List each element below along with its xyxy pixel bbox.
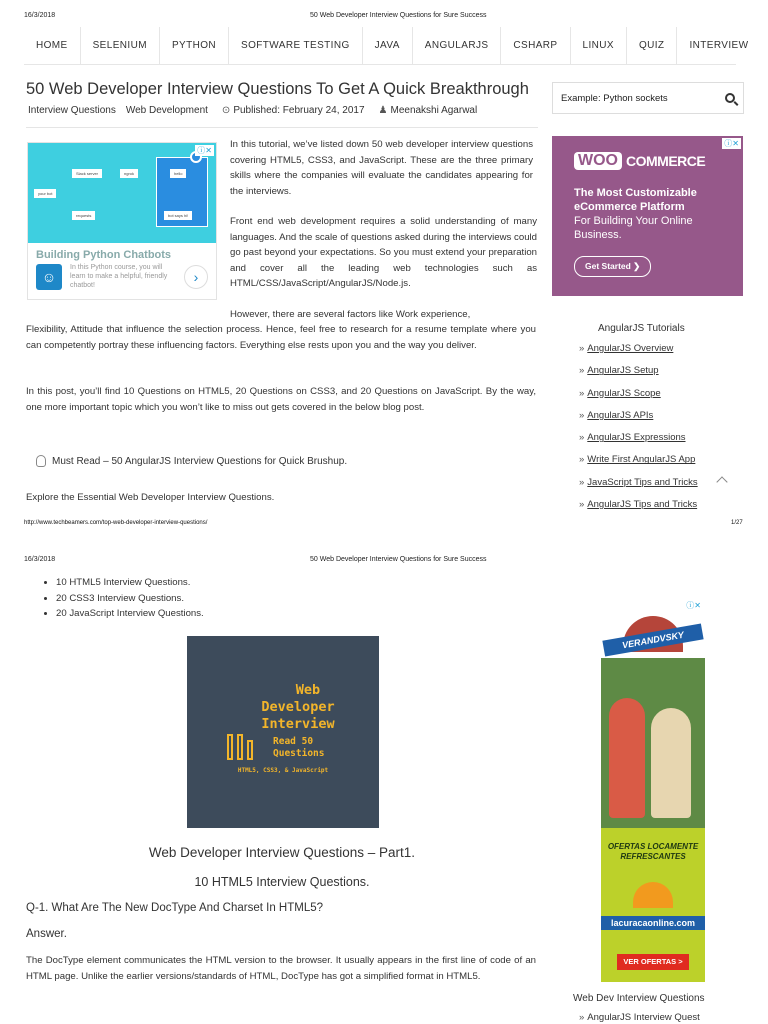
answer-label: Answer.	[26, 928, 67, 940]
cover-text: Web	[295, 682, 321, 698]
cover-text: Interview	[261, 716, 335, 732]
ad-description: In this Python course, you will learn to make a helpful, friendly chatbot!	[70, 264, 168, 289]
paragraph: However, there are several factors like Work experience,	[230, 309, 471, 320]
diagram-label: bot says hi!	[164, 211, 192, 220]
chevron-right-icon: »	[579, 476, 585, 488]
chevron-right-icon[interactable]: ›	[184, 265, 208, 289]
ad-title: Building Python Chatbots	[36, 249, 172, 261]
nav-java[interactable]: JAVA	[363, 27, 413, 64]
ad-subtext: For Building Your Online Business.	[574, 215, 693, 241]
sidebar-link[interactable]: JavaScript Tips and Tricks	[587, 476, 698, 488]
sidebar-link[interactable]: Write First AngularJS App	[587, 454, 696, 466]
sidebar-item[interactable]	[579, 454, 698, 476]
nav-csharp[interactable]: CSHARP	[501, 27, 570, 64]
chevron-right-icon: »	[579, 1012, 585, 1023]
chevron-right-icon: »	[579, 343, 585, 354]
sidebar-link[interactable]: AngularJS Expressions	[587, 432, 686, 444]
cover-image	[187, 636, 379, 828]
sidebar-list	[579, 343, 698, 521]
nav-angularjs[interactable]: ANGULARJS	[413, 27, 502, 64]
print-url: http://www.techbeamers.com/top-web-developer-interview-questions/	[24, 520, 208, 526]
nav-selenium[interactable]: SELENIUM	[81, 27, 160, 64]
scroll-to-top-icon[interactable]	[716, 476, 727, 487]
chevron-right-icon: »	[579, 387, 585, 399]
paragraph: Front end web development requires a solid understanding of many languages. And the scale of questions asked during the interviews could go past beyond your expectations. So you must extend your preparation and cover all the leading web technologies such as HTML/CSS/JavaScript/AngularJS/Node.js.	[230, 216, 537, 289]
ad-site: lacuracaonline.com	[601, 916, 705, 930]
intro-paragraph: In this tutorial, we’ve listed down 50 web developer interview questions covering HTML5, CSS3, and JavaScript. These are the three primary skills where the companies will evaluate the candidates appearing for the interviews.	[230, 139, 533, 197]
ad-chatbot[interactable]	[27, 142, 217, 300]
python-course-icon: ☺	[36, 264, 62, 290]
nav-quiz[interactable]: QUIZ	[627, 27, 678, 64]
main-nav	[24, 27, 749, 65]
ad-choices-icon[interactable]: ⓘ✕	[686, 601, 701, 610]
diagram-label: requests	[72, 211, 95, 220]
must-read-callout	[36, 455, 347, 467]
author-link[interactable]: Meenakshi Agarwal	[390, 105, 478, 116]
sidebar-item[interactable]	[579, 365, 698, 387]
ad-verandvsky[interactable]	[601, 598, 705, 982]
search-icon[interactable]	[725, 93, 735, 103]
question-summary-list	[46, 575, 204, 622]
get-started-button[interactable]: Get Started ❯	[574, 256, 651, 277]
sidebar-item[interactable]	[579, 388, 698, 410]
print-title: 50 Web Developer Interview Questions for Sure Success	[310, 12, 487, 19]
commerce-logo-text: COMMERCE	[626, 153, 706, 169]
list-item: • 20 JavaScript Interview Questions.	[56, 606, 204, 622]
part-heading: Web Developer Interview Questions – Part1.	[148, 845, 416, 860]
ver-ofertas-button[interactable]: VER OFERTAS >	[617, 954, 689, 970]
print-page-number: 1/27	[731, 520, 743, 526]
diagram-label: ngrok	[120, 169, 138, 178]
ad-brand-banner: VERANDVSKY	[602, 623, 703, 656]
book-stack-icon	[227, 734, 253, 760]
sidebar-item[interactable]	[579, 477, 698, 499]
nav-python[interactable]: PYTHON	[160, 27, 229, 64]
sidebar-list	[579, 1012, 700, 1024]
search-input[interactable]	[561, 93, 725, 104]
chevron-right-icon: »	[579, 454, 585, 466]
question-heading: Q-1. What Are The New DocType And Charset In HTML5?	[26, 902, 324, 914]
ad-choices-icon[interactable]: ⓘ✕	[197, 146, 212, 155]
diagram-label: hello	[170, 169, 186, 178]
sidebar-item[interactable]	[579, 432, 698, 454]
print-date: 16/3/2018	[24, 12, 56, 19]
sidebar-link[interactable]: AngularJS Tips and Tricks	[587, 499, 698, 511]
print-title: 50 Web Developer Interview Questions for Sure Success	[310, 556, 487, 563]
list-item: • 20 CSS3 Interview Questions.	[56, 591, 204, 607]
article-title: 50 Web Developer Interview Questions To Get A Quick Breakthrough	[26, 80, 529, 98]
paragraph: Explore the Essential Web Developer Interview Questions.	[26, 492, 275, 503]
ad-woocommerce[interactable]	[552, 136, 743, 296]
published-date: Published: February 24, 2017	[233, 105, 365, 116]
diagram-label: your bot	[34, 189, 56, 198]
ad-slogan: OFERTAS LOCAMENTE REFRESCANTES	[607, 842, 699, 861]
nav-linux[interactable]: LINUX	[571, 27, 627, 64]
sidebar-item[interactable]	[579, 343, 698, 365]
chevron-right-icon: »	[579, 499, 585, 511]
cover-text: Developer	[261, 699, 335, 715]
chatbot-diagram	[28, 143, 216, 243]
ad-choices-icon[interactable]: ⓘ✕	[724, 139, 739, 148]
user-icon: ♟	[378, 105, 388, 116]
diagram-label: Slack server	[72, 169, 102, 178]
cover-topics: HTML5, CSS3, & JavaScript	[237, 767, 329, 774]
nav-software-testing[interactable]: SOFTWARE TESTING	[229, 27, 363, 64]
ad-headline: The Most Customizable eCommerce Platform	[574, 187, 697, 213]
sidebar-link[interactable]: AngularJS Interview Quest	[587, 1012, 700, 1023]
answer-paragraph: The DocType element communicates the HTML version to the browser. It usually appears in the first line of code of an HTML page. Unlike the earlier versions/standards of HTML, DocType has got a simplified format in HTML5.	[26, 955, 536, 982]
chevron-right-icon: »	[579, 365, 585, 377]
sidebar-link[interactable]: AngularJS Overview	[587, 343, 674, 354]
paragraph: In this post, you’ll find 10 Questions on HTML5, 20 Questions on CSS3, and 20 Questions on JavaScript. By the way, one more important topic which you won’t like to miss out gets covered in the below blog post.	[26, 386, 536, 413]
print-date: 16/3/2018	[24, 556, 56, 563]
category-link[interactable]: Interview Questions	[28, 105, 116, 116]
section-heading: 10 HTML5 Interview Questions.	[194, 875, 370, 889]
sidebar-link[interactable]: AngularJS APIs	[587, 409, 654, 421]
cover-text: Read 50	[273, 736, 314, 747]
must-read-link[interactable]: Must Read – 50 AngularJS Interview Questions for Quick Brushup.	[52, 455, 348, 467]
sidebar-title: AngularJS Tutorials	[598, 323, 685, 334]
article-meta	[28, 105, 477, 116]
nav-home[interactable]: HOME	[24, 27, 81, 64]
search-box	[552, 82, 744, 114]
sidebar-item[interactable]	[579, 499, 698, 521]
paragraph: Flexibility, Attitude that influence the selection process. Hence, feel free to research for a resume template where you can competently portray these influencing factors. Everything else rests upon you and the way you deliver.	[26, 324, 536, 351]
category-link[interactable]: Web Development	[125, 105, 208, 116]
cover-text: Questions	[273, 748, 325, 759]
sidebar-item[interactable]	[579, 410, 698, 432]
sidebar-item[interactable]	[579, 1012, 700, 1024]
sidebar-link[interactable]: AngularJS Scope	[587, 387, 661, 399]
divider	[26, 127, 538, 128]
clock-icon: ⊙	[221, 105, 231, 116]
lightbulb-icon	[36, 455, 46, 467]
chevron-right-icon: »	[579, 432, 585, 444]
ad-photo	[601, 658, 705, 828]
chevron-right-icon: »	[579, 409, 585, 421]
sidebar-title: Web Dev Interview Questions	[573, 993, 705, 1004]
sidebar-link[interactable]: AngularJS Setup	[587, 365, 659, 377]
list-item: • 10 HTML5 Interview Questions.	[56, 575, 204, 591]
nav-interview[interactable]: INTERVIEW	[689, 40, 749, 51]
woo-logo: WOO	[574, 152, 622, 170]
